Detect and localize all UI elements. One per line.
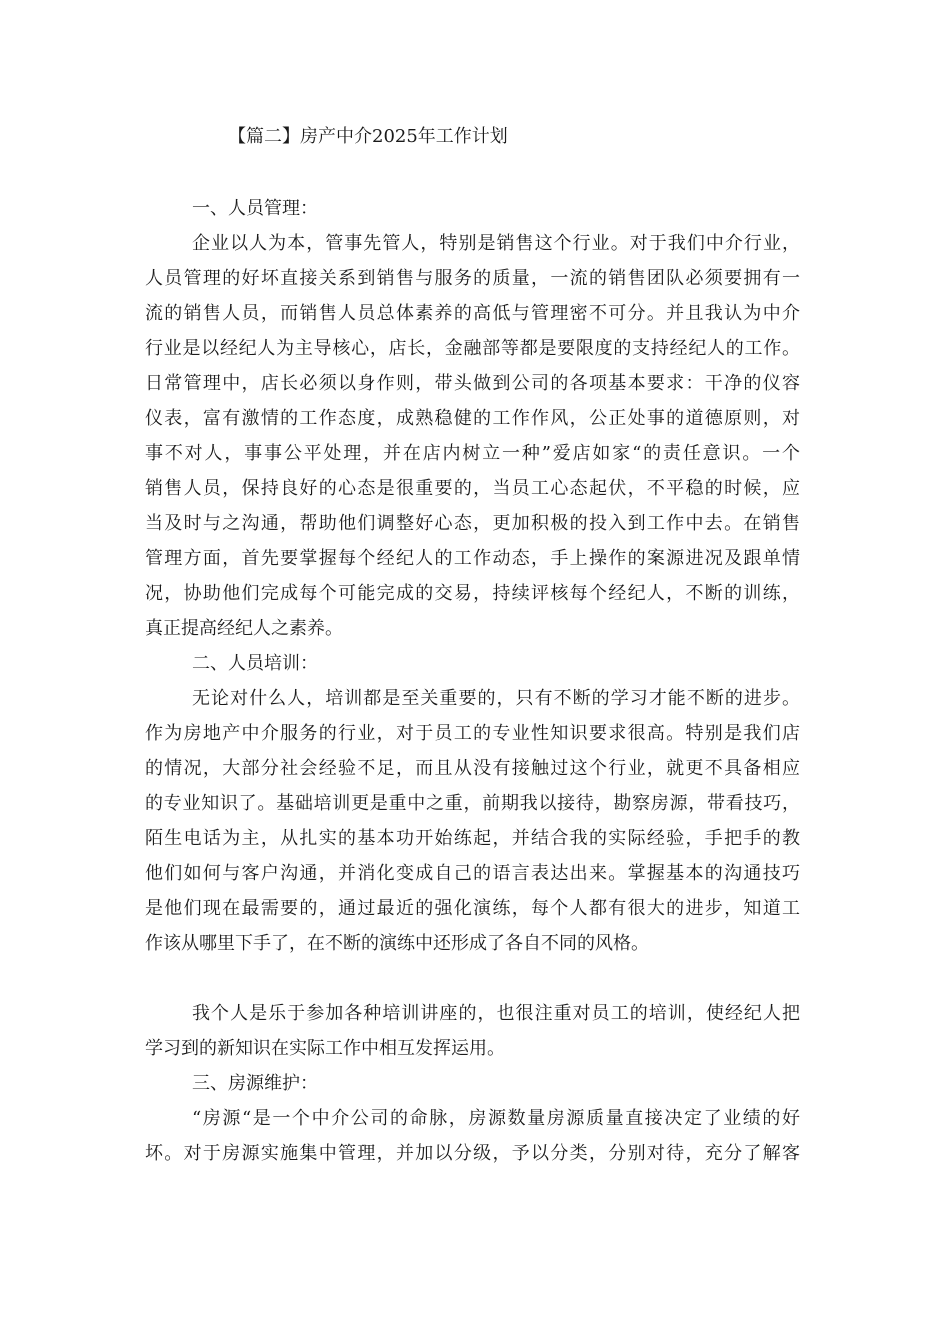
paragraph-line: “房源“是一个中介公司的命脉，房源数量房源质量直接决定了业绩的好 [192, 1108, 800, 1129]
document-title: 【篇二】房产中介2025年工作计划 [228, 126, 508, 147]
paragraph-line: 无论对什么人，培训都是至关重要的，只有不断的学习才能不断的进步。 [192, 688, 800, 709]
paragraph-line: 学习到的新知识在实际工作中相互发挥运用。 [145, 1038, 505, 1059]
section-heading-listing-maintenance: 三、房源维护： [192, 1073, 318, 1094]
paragraph-line: 的情况，大部分社会经验不足，而且从没有接触过这个行业，就更不具备相应 [145, 758, 800, 779]
paragraph-line: 陌生电话为主，从扎实的基本功开始练起，并结合我的实际经验，手把手的教 [145, 828, 800, 849]
paragraph-line: 仪表，富有激情的工作态度，成熟稳健的工作作风，公正处事的道德原则，对 [145, 408, 800, 429]
paragraph-line: 况，协助他们完成每个可能完成的交易，持续评核每个经纪人，不断的训练， [145, 583, 800, 604]
paragraph-line: 日常管理中，店长必须以身作则，带头做到公司的各项基本要求：干净的仪容 [145, 373, 800, 394]
paragraph-line: 企业以人为本，管事先管人，特别是销售这个行业。对于我们中介行业， [192, 233, 800, 254]
paragraph-line: 的专业知识了。基础培训更是重中之重，前期我以接待，勘察房源，带看技巧， [145, 793, 800, 814]
section-heading-personnel-training: 二、人员培训： [192, 653, 318, 674]
paragraph-line: 作该从哪里下手了，在不断的演练中还形成了各自不同的风格。 [145, 933, 649, 954]
paragraph-line: 流的销售人员，而销售人员总体素养的高低与管理密不可分。并且我认为中介 [145, 303, 800, 324]
paragraph-line: 当及时与之沟通，帮助他们调整好心态，更加积极的投入到工作中去。在销售 [145, 513, 800, 534]
paragraph-line: 坏。对于房源实施集中管理，并加以分级，予以分类，分别对待，充分了解客 [145, 1143, 800, 1164]
paragraph-line: 是他们现在最需要的，通过最近的强化演练，每个人都有很大的进步，知道工 [145, 898, 800, 919]
paragraph-line: 人员管理的好坏直接关系到销售与服务的质量，一流的销售团队必须要拥有一 [145, 268, 800, 289]
paragraph-line: 作为房地产中介服务的行业，对于员工的专业性知识要求很高。特别是我们店 [145, 723, 800, 744]
paragraph-line: 真正提高经纪人之素养。 [145, 618, 343, 639]
paragraph-line: 我个人是乐于参加各种培训讲座的，也很注重对员工的培训，使经纪人把 [192, 1003, 800, 1024]
paragraph-line: 他们如何与客户沟通，并消化变成自己的语言表达出来。掌握基本的沟通技巧 [145, 863, 800, 884]
paragraph-line: 销售人员，保持良好的心态是很重要的，当员工心态起伏，不平稳的时候，应 [145, 478, 800, 499]
paragraph-line: 行业是以经纪人为主导核心，店长，金融部等都是要限度的支持经纪人的工作。 [145, 338, 800, 359]
paragraph-line: 事不对人，事事公平处理，并在店内树立一种”爱店如家“的责任意识。一个 [145, 443, 800, 464]
section-heading-personnel-management: 一、人员管理： [192, 198, 318, 219]
paragraph-line: 管理方面，首先要掌握每个经纪人的工作动态，手上操作的案源进况及跟单情 [145, 548, 800, 569]
